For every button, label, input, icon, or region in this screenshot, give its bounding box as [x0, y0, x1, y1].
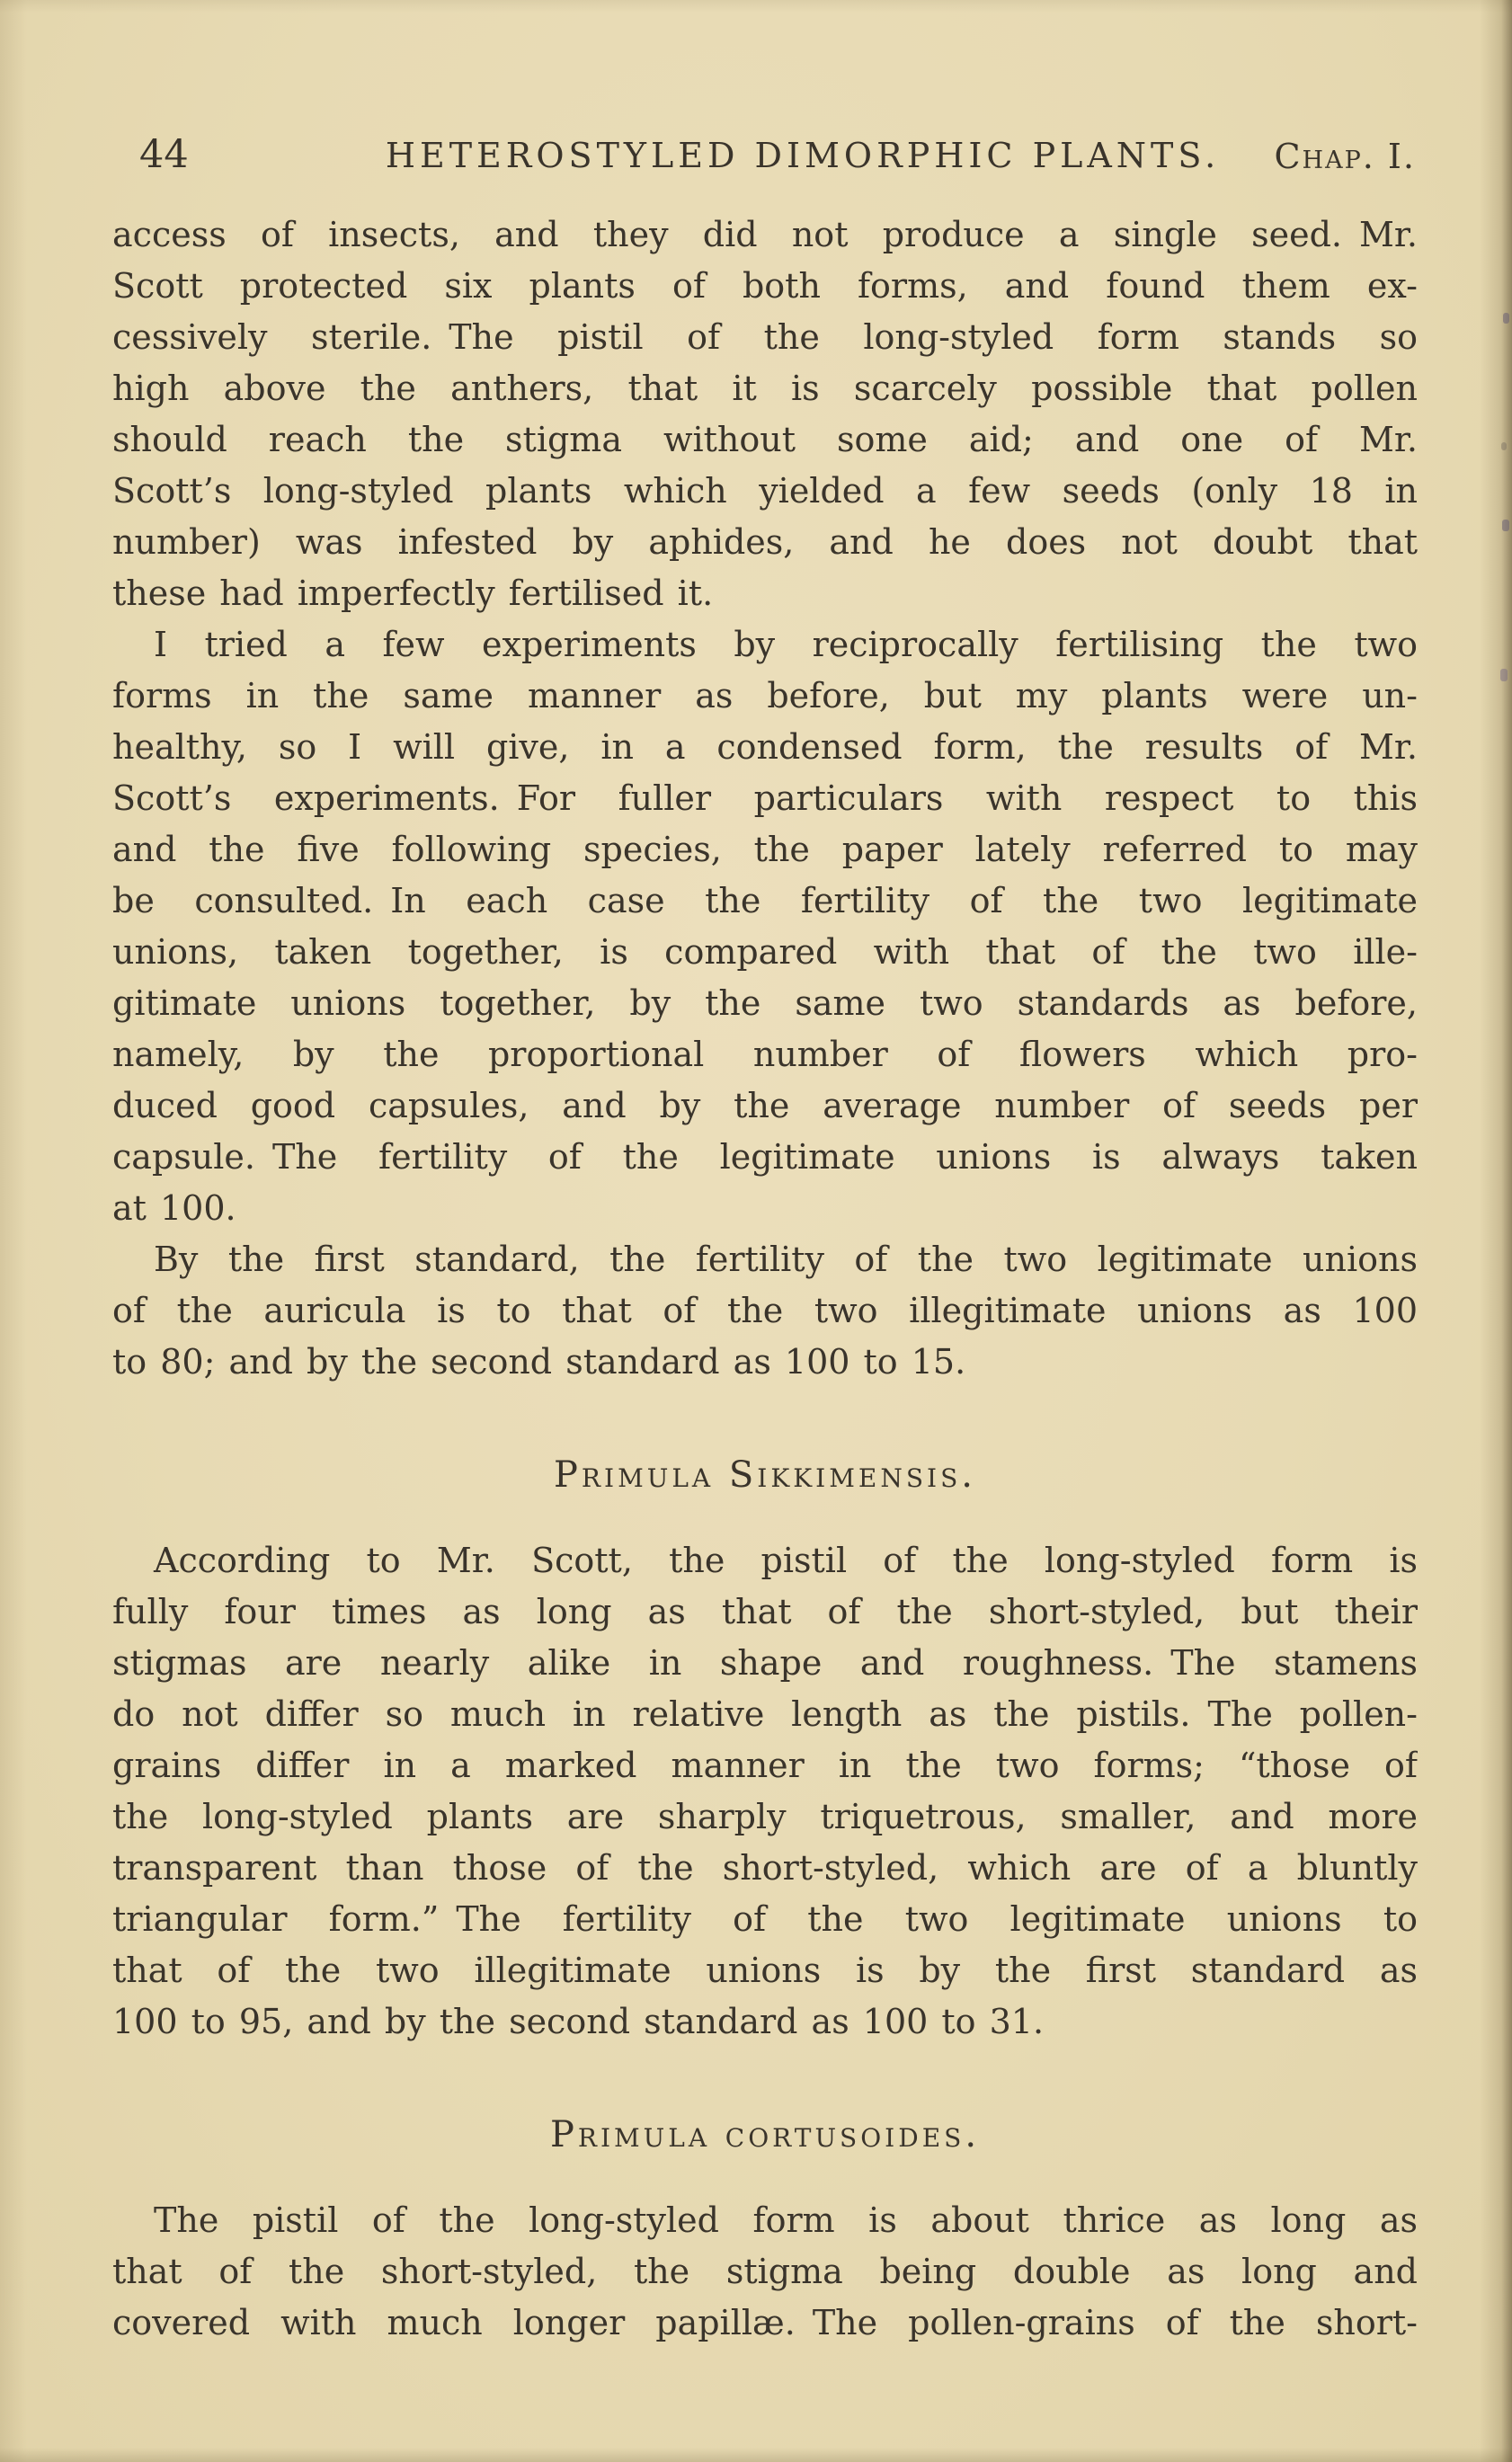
- paragraph: [112, 619, 1418, 1234]
- running-title: HETEROSTYLED DIMORPHIC PLANTS.: [385, 136, 1221, 175]
- text-line: should reach the stigma without some aid; and one of Mr.: [112, 420, 1418, 459]
- text-line: I tried a few experiments by reciprocally fertilising the two: [154, 625, 1418, 664]
- text-line: high above the anthers, that it is scarcely possible that pollen: [112, 369, 1418, 408]
- section-heading: Primula cortusoides.: [549, 2114, 981, 2155]
- paragraph: [112, 2195, 1418, 2349]
- text-line: covered with much longer papillæ. The pollen-grains of the short-: [112, 2303, 1418, 2342]
- scan-speck: [1502, 520, 1509, 531]
- text-line: that of the two illegitimate unions is by the first standard as: [112, 1951, 1418, 1990]
- paragraph: [112, 1535, 1418, 2048]
- text-line: Scott’s long-styled plants which yielded a few seeds (only 18 in: [112, 471, 1418, 511]
- paragraph: [112, 1234, 1418, 1388]
- text-line: triangular form.” The fertility of the two legitimate unions to: [112, 1899, 1418, 1939]
- text-line: unions, taken together, is compared with that of the two ille-: [112, 932, 1418, 972]
- text-line: number) was infested by aphides, and he does not doubt that: [112, 522, 1418, 562]
- text-line: that of the short-styled, the stigma being double as long and: [112, 2252, 1418, 2291]
- text-line: to 80; and by the second standard as 100 to 15.: [112, 1342, 966, 1382]
- text-line: transparent than those of the short-styled, which are of a bluntly: [112, 1848, 1418, 1888]
- scan-speck: [1503, 313, 1509, 324]
- text-line: and the five following species, the paper lately referred to may: [112, 830, 1418, 869]
- text-line: forms in the same manner as before, but my plants were un-: [112, 676, 1418, 715]
- page-header: [112, 131, 1418, 182]
- scan-speck: [1501, 442, 1507, 450]
- text-line: Scott’s experiments. For fuller particulars with respect to this: [112, 778, 1418, 818]
- chapter-label: Chap. I.: [1274, 137, 1416, 176]
- text-line: do not differ so much in relative length as the pistils. The pollen-: [112, 1694, 1418, 1734]
- text-line: stigmas are nearly alike in shape and roughness. The stamens: [112, 1643, 1418, 1683]
- text-line: 100 to 95, and by the second standard as 100 to 31.: [112, 2002, 1045, 2041]
- text-line: of the auricula is to that of the two illegitimate unions as 100: [112, 1291, 1418, 1330]
- text-line: at 100.: [112, 1188, 236, 1228]
- section-heading: Primula Sikkimensis.: [554, 1454, 976, 1496]
- text-line: these had imperfectly fertilised it.: [112, 573, 714, 613]
- text-line: Scott protected six plants of both forms, and found them ex-: [112, 266, 1418, 306]
- text-line: According to Mr. Scott, the pistil of the long-styled form is: [154, 1541, 1418, 1580]
- text-line: gitimate unions together, by the same two standards as before,: [112, 983, 1418, 1023]
- text-line: capsule. The fertility of the legitimate unions is always taken: [112, 1137, 1418, 1177]
- text-line: fully four times as long as that of the short-styled, but their: [112, 1592, 1418, 1631]
- text-line: healthy, so I will give, in a condensed form, the results of Mr.: [112, 727, 1418, 767]
- page-body: [112, 209, 1418, 2349]
- paragraph: [112, 209, 1418, 619]
- text-line: namely, by the proportional number of flowers which pro-: [112, 1035, 1418, 1074]
- scan-speck: [1500, 669, 1508, 681]
- text-line: the long-styled plants are sharply triquetrous, smaller, and more: [112, 1797, 1418, 1836]
- text-line: access of insects, and they did not produce a single seed. Mr.: [112, 215, 1418, 254]
- text-line: The pistil of the long-styled form is about thrice as long as: [154, 2200, 1418, 2240]
- text-line: grains differ in a marked manner in the two forms; “those of: [112, 1746, 1418, 1785]
- text-line: cessively sterile. The pistil of the long-styled form stands so: [112, 317, 1418, 357]
- text-line: By the first standard, the fertility of the two legitimate unions: [154, 1240, 1418, 1279]
- text-line: duced good capsules, and by the average number of seeds per: [112, 1086, 1418, 1125]
- page-number: 44: [139, 132, 189, 177]
- text-line: be consulted. In each case the fertility of the two legitimate: [112, 881, 1418, 920]
